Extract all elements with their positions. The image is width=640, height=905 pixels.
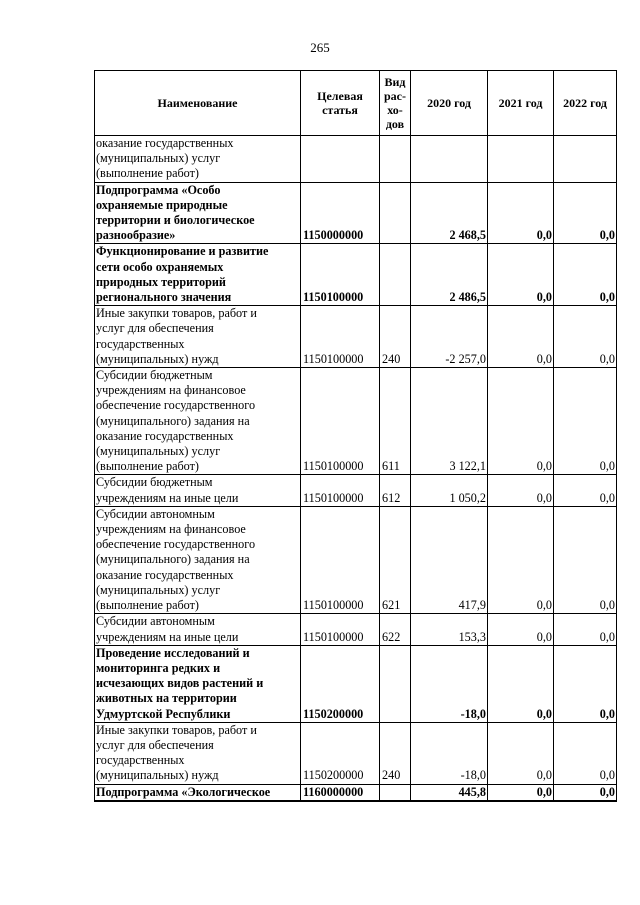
row-2022-cell: 0,0	[554, 784, 617, 801]
table-row	[95, 475, 617, 506]
row-expense-kind-cell: 622	[380, 614, 411, 645]
row-2022-cell: 0,0	[554, 645, 617, 722]
row-target-article-cell: 1150100000	[301, 614, 380, 645]
row-2020-cell: 2 468,5	[411, 182, 488, 244]
row-2022-cell: 0,0	[554, 306, 617, 368]
table-header-row	[95, 71, 617, 136]
row-2022-cell: 0,0	[554, 506, 617, 613]
row-name-cell: Субсидии автономным учреждениям на финансовое обеспечение государственного (муниципального) задания на оказание государственных (муниципальных) услуг (выполнение работ)	[95, 506, 301, 613]
row-2022-cell: 0,0	[554, 182, 617, 244]
table-row	[95, 182, 617, 244]
row-expense-kind-cell	[380, 182, 411, 244]
row-2021-cell: 0,0	[488, 645, 554, 722]
table-row	[95, 784, 617, 801]
row-2022-cell: 0,0	[554, 475, 617, 506]
row-2021-cell: 0,0	[488, 614, 554, 645]
budget-table	[94, 70, 617, 802]
row-expense-kind-cell: 612	[380, 475, 411, 506]
row-2020-cell: 2 486,5	[411, 244, 488, 306]
row-target-article-cell: 1150100000	[301, 306, 380, 368]
row-expense-kind-cell: 240	[380, 306, 411, 368]
header-2020: 2020 год	[411, 71, 488, 136]
row-2020-cell: 3 122,1	[411, 368, 488, 475]
row-2022-cell: 0,0	[554, 368, 617, 475]
row-2021-cell: 0,0	[488, 475, 554, 506]
row-name-cell: Функционирование и развитие сети особо охраняемых природных территорий регионального значения	[95, 244, 301, 306]
row-target-article-cell: 1150200000	[301, 645, 380, 722]
row-name-cell: Иные закупки товаров, работ и услуг для обеспечения государственных (муниципальных) нужд	[95, 306, 301, 368]
page-number: 265	[310, 40, 330, 55]
header-2021: 2021 год	[488, 71, 554, 136]
row-2021-cell: 0,0	[488, 506, 554, 613]
row-target-article-cell: 1150100000	[301, 475, 380, 506]
row-2022-cell: 0,0	[554, 614, 617, 645]
row-2022-cell: 0,0	[554, 244, 617, 306]
row-name-cell: Подпрограмма «Особо охраняемые природные территории и биологическое разнообразие»	[95, 182, 301, 244]
row-2020-cell: 445,8	[411, 784, 488, 801]
row-2021-cell	[488, 136, 554, 183]
header-target-article: Целевая статья	[301, 71, 380, 136]
table-row	[95, 306, 617, 368]
row-target-article-cell: 1150100000	[301, 368, 380, 475]
row-expense-kind-cell	[380, 136, 411, 183]
row-2020-cell: 417,9	[411, 506, 488, 613]
row-2021-cell: 0,0	[488, 182, 554, 244]
row-expense-kind-cell: 621	[380, 506, 411, 613]
row-2022-cell: 0,0	[554, 722, 617, 784]
table-row	[95, 136, 617, 183]
row-2021-cell: 0,0	[488, 722, 554, 784]
row-2020-cell: 1 050,2	[411, 475, 488, 506]
row-2020-cell: -2 257,0	[411, 306, 488, 368]
table-row	[95, 645, 617, 722]
row-target-article-cell: 1150000000	[301, 182, 380, 244]
row-expense-kind-cell	[380, 784, 411, 801]
row-name-cell: Субсидии автономным учреждениям на иные цели	[95, 614, 301, 645]
table-row	[95, 244, 617, 306]
row-2021-cell: 0,0	[488, 306, 554, 368]
row-expense-kind-cell	[380, 244, 411, 306]
header-name: Наименование	[95, 71, 301, 136]
row-name-cell: Проведение исследований и мониторинга редких и исчезающих видов растений и животных на территории Удмуртской Республики	[95, 645, 301, 722]
row-target-article-cell: 1150200000	[301, 722, 380, 784]
row-2020-cell: -18,0	[411, 722, 488, 784]
row-name-cell: оказание государственных (муниципальных) услуг (выполнение работ)	[95, 136, 301, 183]
row-2021-cell: 0,0	[488, 784, 554, 801]
table-row	[95, 368, 617, 475]
table-row	[95, 506, 617, 613]
row-2022-cell	[554, 136, 617, 183]
row-2020-cell	[411, 136, 488, 183]
row-expense-kind-cell: 240	[380, 722, 411, 784]
header-2022: 2022 год	[554, 71, 617, 136]
table-row	[95, 614, 617, 645]
table-row	[95, 722, 617, 784]
row-2020-cell: -18,0	[411, 645, 488, 722]
row-2021-cell: 0,0	[488, 368, 554, 475]
row-name-cell: Субсидии бюджетным учреждениям на иные цели	[95, 475, 301, 506]
row-2021-cell: 0,0	[488, 244, 554, 306]
row-target-article-cell: 1150100000	[301, 506, 380, 613]
row-target-article-cell	[301, 136, 380, 183]
row-name-cell: Субсидии бюджетным учреждениям на финансовое обеспечение государственного (муниципального) задания на оказание государственных (муниципальных) услуг (выполнение работ)	[95, 368, 301, 475]
row-name-cell: Иные закупки товаров, работ и услуг для обеспечения государственных (муниципальных) нужд	[95, 722, 301, 784]
row-target-article-cell: 1160000000	[301, 784, 380, 801]
row-2020-cell: 153,3	[411, 614, 488, 645]
row-name-cell: Подпрограмма «Экологическое	[95, 784, 301, 801]
header-expense-kind: Вид рас-хо-дов	[380, 71, 411, 136]
row-target-article-cell: 1150100000	[301, 244, 380, 306]
row-expense-kind-cell: 611	[380, 368, 411, 475]
row-expense-kind-cell	[380, 645, 411, 722]
